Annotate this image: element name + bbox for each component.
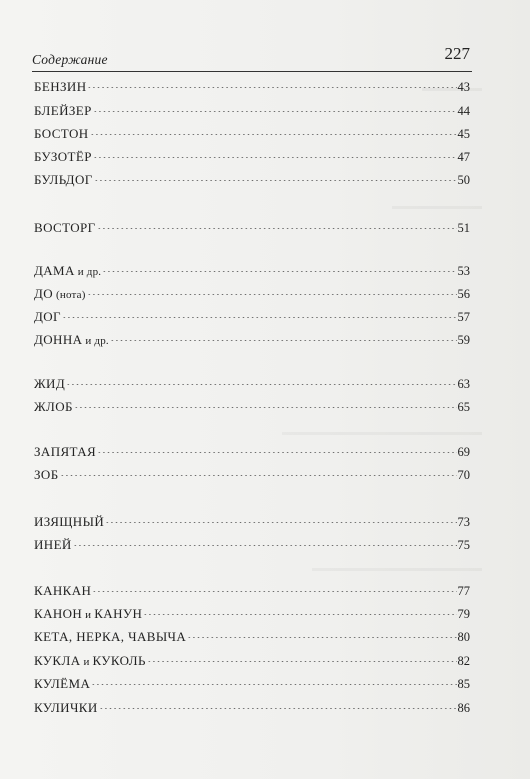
entry-title: ЗОБ (34, 467, 59, 482)
entry-page-number: 86 (457, 701, 470, 715)
entry-title: ИЗЯЩНЫЙ (34, 514, 105, 529)
toc-entry (34, 398, 470, 416)
entry-page-number: 85 (457, 677, 470, 691)
entry-page-number: 69 (457, 445, 470, 459)
dot-leader (143, 614, 456, 615)
entry-title: ЖИД (34, 376, 66, 391)
show-through-mark (312, 568, 482, 571)
dot-leader (187, 637, 456, 638)
dot-leader (99, 708, 457, 709)
entry-title (34, 652, 146, 671)
entry-page-number: 43 (457, 80, 470, 94)
dot-leader (105, 522, 456, 523)
dot-leader (60, 475, 457, 476)
entry-title: БУЗОТЁР (34, 149, 92, 164)
entry-title: БЛЕЙЗЕР (34, 103, 92, 118)
dot-leader (97, 228, 457, 229)
toc-entry (34, 285, 470, 303)
entry-title: КУЛЁМА (34, 676, 91, 691)
entry-title (34, 605, 142, 624)
entry-title: КУЛИЧКИ (34, 700, 98, 715)
entry-page-number: 77 (457, 584, 470, 598)
section-title: Содержание (32, 52, 108, 67)
dot-leader (74, 407, 457, 408)
toc-entry (34, 148, 470, 166)
dot-leader (73, 545, 457, 546)
entry-title: КАНКАН (34, 583, 92, 598)
entry-title: БОСТОН (34, 126, 89, 141)
entry-page-number: 70 (457, 468, 470, 482)
entry-title: ЗАПЯТАЯ (34, 444, 97, 459)
entry-title-note: (нота) (53, 289, 86, 301)
dot-leader (110, 340, 457, 341)
entry-page-number: 82 (457, 654, 470, 668)
dot-leader (87, 294, 457, 295)
entry-title (34, 285, 86, 304)
toc-entry (34, 675, 470, 693)
entry-title (34, 262, 101, 281)
toc-entry (34, 308, 470, 326)
entry-title-main: КУКЛА (34, 653, 81, 668)
entry-title: КЕТА, НЕРКА, ЧАВЫЧА (34, 629, 187, 644)
entry-title-main: КАНОН (34, 606, 83, 621)
toc-entry (34, 219, 470, 237)
entry-page-number: 63 (457, 377, 470, 391)
toc-entry (34, 582, 470, 600)
dot-leader (93, 111, 457, 112)
entry-page-number: 59 (457, 333, 470, 347)
entry-title: ЖЛОБ (34, 399, 73, 414)
dot-leader (147, 661, 457, 662)
toc-entry (34, 536, 470, 554)
toc-entry (34, 605, 470, 623)
toc-entry (34, 78, 470, 96)
entry-title (34, 331, 109, 350)
dot-leader (91, 684, 456, 685)
dot-leader (93, 157, 457, 158)
entry-title: БЕНЗИН (34, 79, 87, 94)
dot-leader (97, 452, 456, 453)
entry-page-number: 51 (457, 221, 470, 235)
entry-title: ДОГ (34, 309, 61, 324)
entry-title-main: ДАМА (34, 263, 75, 278)
toc-entry (34, 652, 470, 670)
dot-leader (94, 180, 457, 181)
entry-title-second: КАНУН (94, 606, 143, 621)
entry-page-number: 44 (457, 104, 470, 118)
entry-page-number: 47 (457, 150, 470, 164)
entry-page-number: 50 (457, 173, 470, 187)
entry-page-number: 80 (457, 630, 470, 644)
running-head (32, 44, 470, 70)
entry-title: ВОСТОРГ (34, 220, 96, 235)
toc-entry (34, 125, 470, 143)
dot-leader (92, 591, 456, 592)
toc-entry (34, 331, 470, 349)
entry-page-number: 73 (457, 515, 470, 529)
page-number: 227 (444, 44, 470, 63)
entry-page-number: 75 (457, 538, 470, 552)
entry-title-note: и др. (74, 266, 102, 278)
toc-entry (34, 375, 470, 393)
entry-title-main: ДО (34, 286, 54, 301)
toc-entry (34, 102, 470, 120)
show-through-mark (282, 432, 482, 435)
dot-leader (102, 271, 456, 272)
toc-entry (34, 699, 470, 717)
dot-leader (62, 317, 457, 318)
entry-title-note: и др. (82, 335, 109, 347)
entry-title: ИНЕЙ (34, 537, 72, 552)
entry-page-number: 65 (457, 400, 470, 414)
entry-title: БУЛЬДОГ (34, 172, 93, 187)
header-rule (32, 71, 472, 72)
entry-page-number: 45 (457, 127, 470, 141)
toc-entry (34, 171, 470, 189)
entry-title-second: КУКОЛЬ (92, 653, 146, 668)
toc-entry (34, 628, 470, 646)
dot-leader (66, 384, 456, 385)
entry-title-conjunction: и (80, 656, 93, 668)
entry-title-main: ДОННА (34, 332, 83, 347)
toc-entry (34, 466, 470, 484)
entry-page-number: 57 (457, 310, 470, 324)
show-through-mark (392, 206, 482, 209)
toc-entry (34, 443, 470, 461)
dot-leader (90, 134, 457, 135)
dot-leader (87, 87, 456, 88)
entry-page-number: 53 (457, 264, 470, 278)
entry-page-number: 56 (457, 287, 470, 301)
entry-page-number: 79 (457, 607, 470, 621)
entry-title-conjunction: и (82, 609, 95, 621)
toc-entry (34, 262, 470, 280)
toc-entry (34, 513, 470, 531)
